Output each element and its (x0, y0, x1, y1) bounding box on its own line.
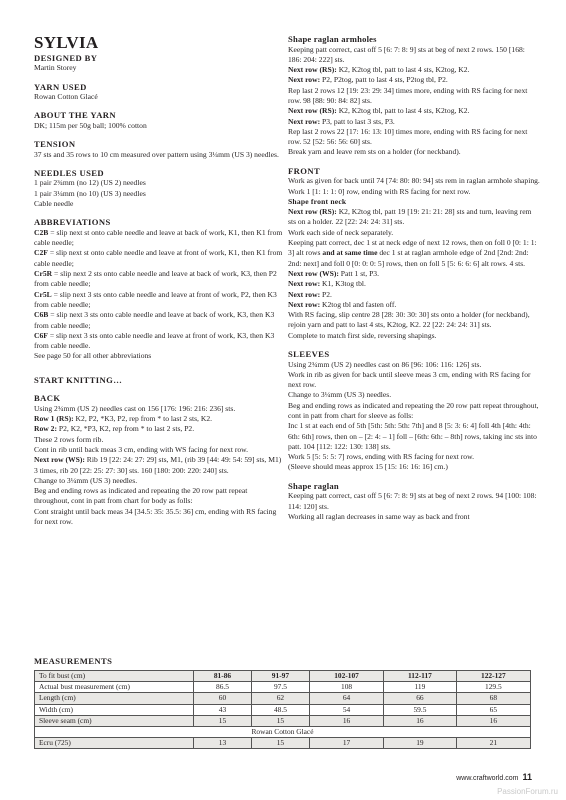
instruction-line: Cont straight until back meas 34 [34.5: 35: 35.5: 36] cm, ending with RS facing for next row. (34, 506, 277, 526)
yarn-used-heading: YARN USED (34, 81, 87, 92)
needle-item: 1 pair 3¼mm (no 10) (US 3) needles (34, 188, 146, 198)
table-header-row (35, 671, 531, 682)
abbreviation-item: Cr5L = slip next 3 sts onto cable needle and leave at front of work, P2, then K3 from cable needle; (34, 289, 277, 309)
table-cell: 86.5 (194, 682, 252, 693)
instruction-line: Keeping patt correct, cast off 5 [6: 7: 8: 9] sts at beg of next 2 rows. 150 [168: 186: 204: 222] sts. (288, 44, 525, 64)
table-cell: 119 (384, 682, 456, 693)
table-cell: 17 (309, 738, 383, 749)
table-cell: 129.5 (456, 682, 530, 693)
instruction-line: These 2 rows form rib. (34, 434, 104, 444)
instruction-line: Work in rib as given for back until sleeve meas 3 cm, ending with RS facing for next row. (288, 369, 531, 390)
instruction-line: Row 1 (RS): K2, P2, *K3, P2, rep from * to last 2 sts, K2. (34, 414, 213, 424)
table-row (35, 715, 531, 726)
table-cell: 16 (456, 715, 530, 726)
instruction-line: Using 2¾mm (US 2) needles cast on 86 [96: 106: 116: 126] sts. (288, 359, 482, 369)
table-cell: 48.5 (251, 704, 309, 715)
raglan-armholes-instructions (288, 45, 540, 158)
instruction-line: Work 1 [1: 1: 1: 0] row, ending with RS facing for next row. (288, 186, 471, 196)
instruction-line: Keeping patt correct, dec 1 st at neck edge of next 12 rows, then on foll 0 [0: 1: 1: 3] alt rows and at same time dec 1 st at raglan armhole edge of 2nd [2nd: 2nd: 2nd: next] and foll 0 [0: 0: 0: 5] rows, then on foll 5 [5: 6: 6: 6] alt rows. 4 sts. (288, 238, 537, 268)
table-row (35, 738, 531, 749)
table-cell: 19 (384, 738, 456, 749)
abbreviations-heading: ABBREVIATIONS (34, 217, 111, 228)
instruction-line: Work each side of neck separately. (288, 227, 394, 237)
table-cell: 108 (309, 682, 383, 693)
needle-item: Cable needle (34, 199, 74, 209)
abbreviation-item: C2B = slip next st onto cable needle and leave at back of work, K1, then K1 from cable needle; (34, 227, 283, 248)
table-cell: 60 (194, 693, 252, 704)
size-header: 91-97 (251, 671, 309, 682)
about-yarn-heading: ABOUT THE YARN (34, 110, 117, 121)
instruction-line: Rep last 2 rows 12 [19: 23: 29: 34] times more, ending with RS facing for next row. 98 [88: 90: 84: 82] sts. (288, 85, 528, 105)
instruction-line: Complete to match first side, reversing shapings. (288, 330, 437, 340)
table-cell: Length (cm) (35, 693, 194, 704)
right-column (288, 34, 540, 522)
table-cell: 13 (194, 738, 252, 749)
instruction-line: Work as given for back until 74 [74: 80: 80: 94] sts rem in raglan armhole shaping. (288, 176, 540, 186)
size-header: 81-86 (194, 671, 252, 682)
sleeves-instructions (288, 360, 540, 473)
table-cell: 16 (309, 715, 383, 726)
about-yarn: DK; 115m per 50g ball; 100% cotton (34, 120, 147, 130)
instruction-line: Change to 3¼mm (US 3) needles. (288, 390, 392, 400)
instruction-line: Inc 1 st at each end of 5th [5th: 5th: 5th: 7th] and 8 [5: 3: 6: 4] foll 4th [4th: 4th: 6th: 6th] rows, then on – [2: 4: – 1] foll – [6th: 6th: – 8th] rows, taking inc sts into patt. 104 [112: 122: 130: 138] sts. (288, 421, 537, 451)
table-cell: 15 (194, 715, 252, 726)
instruction-line: Next row (RS): K2, K2tog tbl, patt to last 4 sts, K2tog, K2. (288, 65, 470, 75)
table-row (35, 704, 531, 715)
table-cell: 68 (456, 693, 530, 704)
page-footer (456, 772, 532, 782)
table-cell: Width (cm) (35, 704, 194, 715)
front-neck-instructions (288, 207, 540, 341)
instruction-line: Using 2¾mm (US 2) needles cast on 156 [176: 196: 216: 236] sts. (34, 403, 236, 413)
instruction-line: Change to 3¼mm (US 3) needles. (34, 475, 138, 485)
table-cell: 62 (251, 693, 309, 704)
tension-text: 37 sts and 35 rows to 10 cm measured over pattern using 3¼mm (US 3) needles. (34, 149, 279, 159)
sleeves-heading: SLEEVES (288, 349, 330, 360)
designed-by-heading: DESIGNED BY (34, 53, 98, 63)
instruction-line: Work 5 [5: 5: 5: 7] rows, ending with RS facing for next row. (288, 452, 474, 462)
measurements-table (34, 670, 531, 749)
back-instructions (34, 404, 284, 528)
table-cell: 15 (251, 738, 309, 749)
start-knitting-heading: START KNITTING… (34, 374, 123, 385)
yarn-name-cell: Rowan Cotton Glacé (35, 726, 531, 737)
table-row (35, 693, 531, 704)
sleeve-raglan-instructions (288, 491, 540, 522)
size-header: 112-117 (384, 671, 456, 682)
measurements-heading: MEASUREMENTS (34, 656, 113, 666)
instruction-line: Next row (WS): Patt 1 st, P3. (288, 268, 379, 278)
abbreviation-item: C6F = slip next 3 sts onto cable needle and leave at front of work, K3, then K3 from cable needle. (34, 330, 275, 351)
instruction-line: Next row (RS): K2, K2tog tbl, patt to last 4 sts, K2tog, K2. (288, 106, 470, 116)
abbreviation-item: C2F = slip next st onto cable needle and leave at front of work, K1, then K1 from cable needle; (34, 248, 283, 268)
table-cell: Actual bust measurement (cm) (35, 682, 194, 693)
instruction-line: Cont in rib until back meas 3 cm, ending with WS facing for next row. (34, 444, 249, 454)
instruction-line: (Sleeve should meas approx 15 [15: 16: 16: 16] cm.) (288, 462, 448, 472)
instruction-line: Row 2: P2, K2, *P3, K2, rep from * to last 2 sts, P2. (34, 424, 195, 434)
front-heading: FRONT (288, 165, 321, 176)
front-neck-heading: Shape front neck (288, 196, 347, 206)
yarn-used: Rowan Cotton Glacé (34, 92, 98, 102)
table-cell: 65 (456, 704, 530, 715)
sleeve-raglan-heading: Shape raglan (288, 480, 339, 491)
instruction-line: Next row: P2, P2tog, patt to last 4 sts, P2tog tbl, P2. (288, 75, 448, 85)
abbreviations-note: See page 50 for all other abbreviations (34, 351, 152, 361)
instruction-line: Next row: K2tog tbl and fasten off. (288, 299, 397, 309)
instruction-line: With RS facing, slip centre 28 [28: 30: 30: 30] sts onto a holder (for neckband), rejoin yarn and patt to last 4 sts, K2tog, K2. 22 [22: 24: 24: 31] sts. (288, 310, 530, 330)
table-cell: 97.5 (251, 682, 309, 693)
instruction-line: Break yarn and leave rem sts on a holder (for neckband). (288, 147, 461, 157)
size-header: 122-127 (456, 671, 530, 682)
instruction-line: Next row (RS): K2, K2tog tbl, patt 19 [19: 21: 21: 28] sts and turn, leaving rem sts on a holder. 22 [22: 24: 24: 31] sts. (288, 207, 532, 227)
table-cell: 43 (194, 704, 252, 715)
table-cell: 16 (384, 715, 456, 726)
table-cell: Sleeve seam (cm) (35, 715, 194, 726)
table-cell: 59.5 (384, 704, 456, 715)
back-heading: BACK (34, 393, 61, 404)
needle-item: 1 pair 2¾mm (no 12) (US 2) needles (34, 178, 146, 188)
instruction-line: Working all raglan decreases in same way as back and front (288, 511, 470, 521)
table-cell: 15 (251, 715, 309, 726)
left-column (34, 34, 284, 527)
front-instructions (288, 176, 540, 197)
abbreviation-item: Cr5R = slip next 2 sts onto cable needle and leave at back of work, K3, then P2 from cable needle; (34, 269, 277, 289)
instruction-line: Next row: K1, K3tog tbl. (288, 279, 366, 289)
tension-heading: TENSION (34, 139, 76, 150)
table-row (35, 726, 531, 737)
footer-url[interactable]: www.craftworld.com (456, 775, 519, 782)
pattern-title: SYLVIA (34, 33, 99, 52)
table-cell: 54 (309, 704, 383, 715)
table-row (35, 682, 531, 693)
instruction-line: Next row (WS): Rib 19 [22: 24: 27: 29] sts, M1, (rib 39 [44: 49: 54: 59] sts, M1) 3 times, rib 20 [22: 25: 27: 30] sts. 160 [180: 200: 220: 240] sts. (34, 455, 282, 475)
instruction-line: Next row: P2. (288, 289, 332, 299)
page-number: 11 (522, 772, 532, 782)
table-cell: 64 (309, 693, 383, 704)
designer-name: Martin Storey (34, 63, 77, 73)
instruction-line: Beg and ending rows as indicated and repeating the 20 row patt repeat throughout, cont in patt from chart for sleeve as folls: (288, 400, 539, 420)
instruction-line: Beg and ending rows as indicated and repeating the 20 row patt repeat throughout, cont in patt from chart for body as folls: (34, 486, 248, 506)
table-cell: 21 (456, 738, 530, 749)
needles-heading: NEEDLES USED (34, 167, 104, 178)
instruction-line: Rep last 2 rows 22 [17: 16: 13: 10] times more, ending with RS facing for next row. 52 [52: 56: 56: 60] sts. (288, 126, 528, 147)
table-cell: Ecru (725) (35, 738, 194, 749)
size-header: 102-107 (309, 671, 383, 682)
table-cell: 66 (384, 693, 456, 704)
table-cell: To fit bust (cm) (35, 671, 194, 682)
raglan-armholes-heading: Shape raglan armholes (288, 34, 377, 44)
instruction-line: Next row: P3, patt to last 3 sts, P3. (288, 116, 395, 126)
watermark: PassionForum.ru (497, 787, 558, 796)
instruction-line: Keeping patt correct, cast off 5 [6: 7: 8: 9] sts at beg of next 2 rows. 94 [100: 108: 114: 120] sts. (288, 491, 537, 511)
abbreviation-item: C6B = slip next 3 sts onto cable needle and leave at back of work, K3, then K3 from cable needle; (34, 310, 275, 330)
